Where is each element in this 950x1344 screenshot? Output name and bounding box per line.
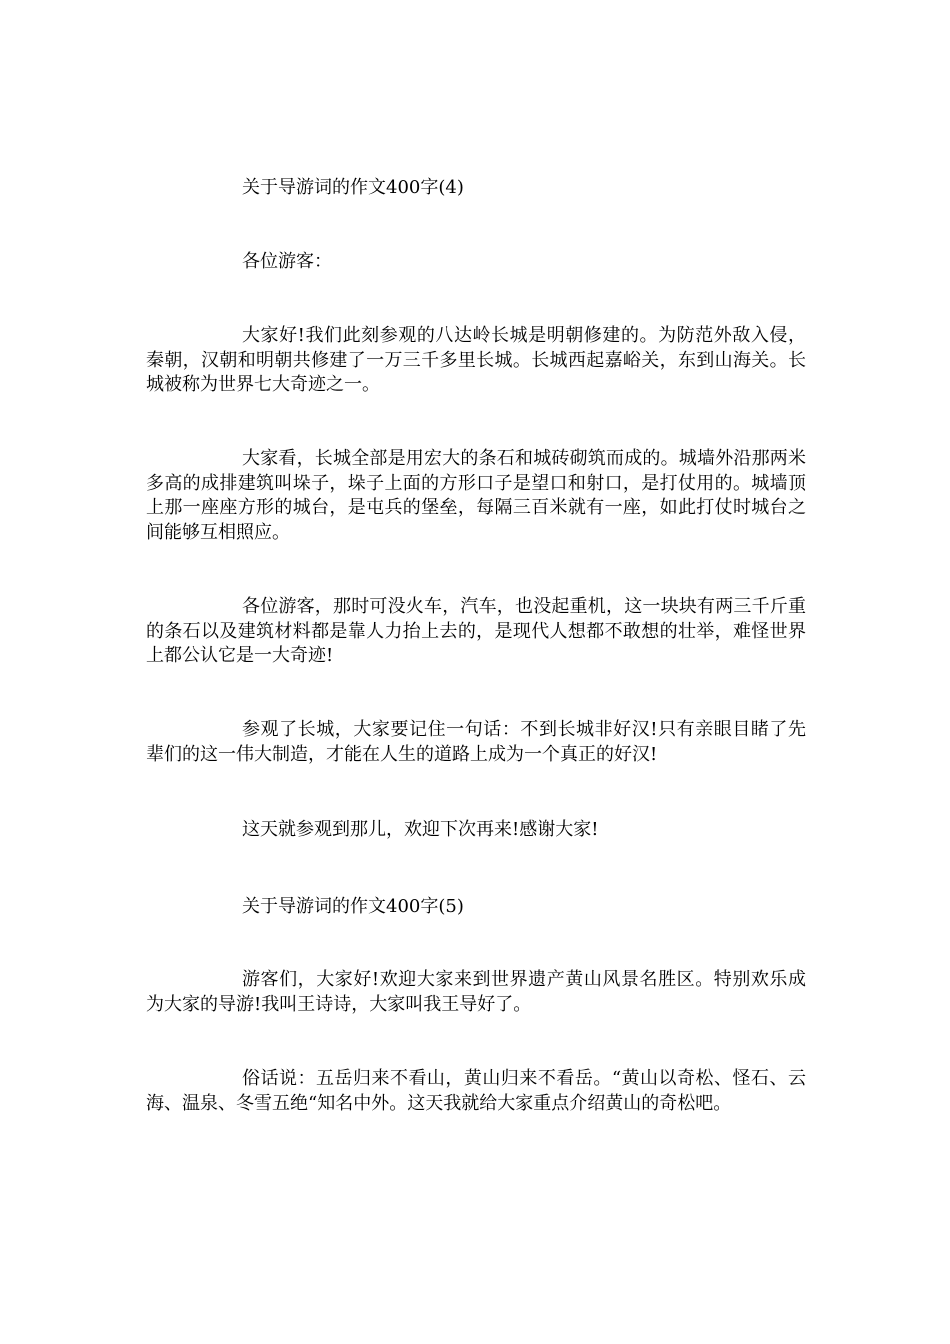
huangshan-saying-paragraph: 俗话说：五岳归来不看山，黄山归来不看岳。“黄山以奇松、怪石、云海、温泉、冬雪五绝“知名中外。这天我就给大家重点介绍黄山的奇松吧。 bbox=[146, 1068, 806, 1114]
farewell-paragraph: 这天就参观到那儿，欢迎下次再来!感谢大家! bbox=[242, 819, 599, 840]
great-wall-intro-paragraph: 大家好!我们此刻参观的八达岭长城是明朝修建的。为防范外敌入侵，秦朝，汉朝和明朝共修建了一万三千多里长城。长城西起嘉峪关，东到山海关。长城被称为世界七大奇迹之一。 bbox=[146, 325, 806, 395]
huangshan-welcome-paragraph: 游客们，大家好!欢迎大家来到世界遗产黄山风景名胜区。特别欢乐成为大家的导游!我叫王诗诗，大家叫我王导好了。 bbox=[146, 969, 806, 1015]
title-part-5: 关于导游词的作文400字(5) bbox=[242, 896, 464, 917]
hero-saying-paragraph: 参观了长城，大家要记住一句话：不到长城非好汉!只有亲眼目睹了先辈们的这一伟大制造，才能在人生的道路上成为一个真正的好汉! bbox=[146, 719, 806, 765]
greeting-paragraph: 各位游客： bbox=[242, 251, 332, 272]
wall-structure-paragraph: 大家看，长城全部是用宏大的条石和城砖砌筑而成的。城墙外沿那两米多高的成排建筑叫垛子，垛子上面的方形口子是望口和射口，是打仗用的。城墙顶上那一座座方形的城台，是屯兵的堡垒，每隔三百米就有一座，如此打仗时城台之间能够互相照应。 bbox=[146, 448, 806, 543]
title-part-4: 关于导游词的作文400字(4) bbox=[242, 177, 464, 198]
wall-construction-paragraph: 各位游客，那时可没火车，汽车，也没起重机，这一块块有两三千斤重的条石以及建筑材料都是靠人力抬上去的，是现代人想都不敢想的壮举，难怪世界上都公认它是一大奇迹! bbox=[146, 596, 806, 666]
